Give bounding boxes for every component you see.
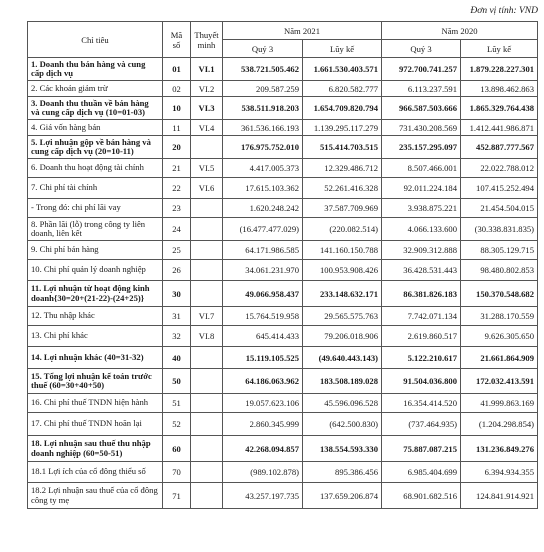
row-indicator: 13. Chi phí khác: [28, 326, 163, 347]
row-code: 10: [163, 97, 191, 120]
row-note: VI.7: [191, 307, 223, 326]
row-code: 24: [163, 218, 191, 241]
header-year-2021: Năm 2021: [223, 22, 382, 40]
row-q3-2020: 91.504.036.800: [382, 369, 461, 394]
row-q3-2020: 8.507.466.001: [382, 159, 461, 178]
row-code: 25: [163, 241, 191, 260]
row-note: [191, 483, 223, 509]
row-cumulative-2021: (642.500.830): [303, 413, 382, 436]
row-cumulative-2020: 21.454.504.015: [461, 199, 538, 218]
header-cumulative-2020: Lũy kế: [461, 40, 538, 58]
row-code: 21: [163, 159, 191, 178]
row-cumulative-2020: 1.879.228.227.301: [461, 58, 538, 81]
row-code: 20: [163, 136, 191, 159]
row-note: [191, 260, 223, 281]
row-note: VI.4: [191, 120, 223, 136]
row-q3-2020: 68.901.682.516: [382, 483, 461, 509]
row-q3-2021: 538.511.918.203: [223, 97, 303, 120]
row-code: 30: [163, 281, 191, 307]
row-indicator: 8. Phần lãi (lỗ) trong công ty liên doanh, liên kết: [28, 218, 163, 241]
table-row: [28, 307, 538, 326]
row-q3-2021: 209.587.259: [223, 81, 303, 97]
row-q3-2020: 2.619.860.517: [382, 326, 461, 347]
row-note: [191, 136, 223, 159]
row-cumulative-2020: 1.865.329.764.438: [461, 97, 538, 120]
row-q3-2020: 6.113.237.591: [382, 81, 461, 97]
unit-label: Đơn vị tính: VND: [470, 6, 538, 16]
row-note: [191, 394, 223, 413]
table-row: [28, 178, 538, 199]
row-cumulative-2021: 6.820.582.777: [303, 81, 382, 97]
row-q3-2020: 75.887.087.215: [382, 436, 461, 462]
row-note: [191, 281, 223, 307]
row-q3-2020: 7.742.071.134: [382, 307, 461, 326]
row-cumulative-2021: 233.148.632.171: [303, 281, 382, 307]
row-code: 70: [163, 462, 191, 483]
row-cumulative-2021: 1.654.709.820.794: [303, 97, 382, 120]
table-row: [28, 58, 538, 81]
row-code: 51: [163, 394, 191, 413]
row-q3-2020: 4.066.133.600: [382, 218, 461, 241]
table-row: [28, 483, 538, 509]
row-cumulative-2021: 138.554.593.330: [303, 436, 382, 462]
row-cumulative-2021: 895.386.456: [303, 462, 382, 483]
row-cumulative-2021: 45.596.096.528: [303, 394, 382, 413]
row-code: 22: [163, 178, 191, 199]
row-indicator: 6. Doanh thu hoạt động tài chính: [28, 159, 163, 178]
row-q3-2021: 538.721.505.462: [223, 58, 303, 81]
row-cumulative-2020: 6.394.934.355: [461, 462, 538, 483]
row-cumulative-2020: 21.661.864.909: [461, 347, 538, 369]
row-indicator: 12. Thu nhập khác: [28, 307, 163, 326]
row-indicator: 14. Lợi nhuận khác (40=31-32): [28, 347, 163, 369]
row-indicator: 15. Tổng lợi nhuận kế toán trước thuế (60=30+40+50): [28, 369, 163, 394]
row-q3-2021: 15.764.519.958: [223, 307, 303, 326]
row-cumulative-2021: 515.414.703.515: [303, 136, 382, 159]
row-indicator: 7. Chi phí tài chính: [28, 178, 163, 199]
table-row: [28, 436, 538, 462]
row-q3-2021: 34.061.231.970: [223, 260, 303, 281]
row-indicator: 18.1 Lợi ích của cổ đông thiểu số: [28, 462, 163, 483]
row-cumulative-2021: 141.160.150.788: [303, 241, 382, 260]
table-row: [28, 241, 538, 260]
row-code: 60: [163, 436, 191, 462]
row-note: [191, 436, 223, 462]
row-indicator: 3. Doanh thu thuần về bán hàng và cung cấp dịch vụ (10=01-03): [28, 97, 163, 120]
table-row: [28, 413, 538, 436]
row-indicator: 2. Các khoản giảm trừ: [28, 81, 163, 97]
row-cumulative-2021: 137.659.206.874: [303, 483, 382, 509]
row-cumulative-2021: 100.953.908.426: [303, 260, 382, 281]
row-cumulative-2021: 1.661.530.403.571: [303, 58, 382, 81]
row-code: 23: [163, 199, 191, 218]
row-q3-2020: 235.157.295.097: [382, 136, 461, 159]
row-q3-2020: 92.011.224.184: [382, 178, 461, 199]
row-q3-2021: 17.615.103.362: [223, 178, 303, 199]
row-q3-2021: 43.257.197.735: [223, 483, 303, 509]
row-q3-2021: 176.975.752.010: [223, 136, 303, 159]
row-q3-2020: 86.381.826.183: [382, 281, 461, 307]
row-cumulative-2020: 13.898.462.863: [461, 81, 538, 97]
header-q3-2020: Quý 3: [382, 40, 461, 58]
row-q3-2020: 972.700.741.257: [382, 58, 461, 81]
table-row: [28, 159, 538, 178]
row-cumulative-2021: 52.261.416.328: [303, 178, 382, 199]
header-indicator: Chỉ tiêu: [28, 22, 163, 58]
row-cumulative-2021: 29.565.575.763: [303, 307, 382, 326]
row-cumulative-2020: 452.887.777.567: [461, 136, 538, 159]
row-q3-2020: (737.464.935): [382, 413, 461, 436]
income-statement-table: [27, 21, 538, 509]
table-row: [28, 326, 538, 347]
row-cumulative-2020: 41.999.863.169: [461, 394, 538, 413]
header-note: Thuyết minh: [191, 22, 223, 58]
table-row: [28, 218, 538, 241]
row-cumulative-2021: 12.329.486.712: [303, 159, 382, 178]
row-note: [191, 413, 223, 436]
row-cumulative-2020: 124.841.914.921: [461, 483, 538, 509]
row-q3-2021: 2.860.345.999: [223, 413, 303, 436]
header-year-2020: Năm 2020: [382, 22, 538, 40]
row-indicator: 17. Chi phí thuế TNDN hoãn lại: [28, 413, 163, 436]
row-note: VI.3: [191, 97, 223, 120]
row-indicator: 1. Doanh thu bán hàng và cung cấp dịch vụ: [28, 58, 163, 81]
row-cumulative-2021: (220.082.514): [303, 218, 382, 241]
row-code: 50: [163, 369, 191, 394]
table-row: [28, 81, 538, 97]
row-cumulative-2020: 150.370.548.682: [461, 281, 538, 307]
row-cumulative-2020: (1.204.298.854): [461, 413, 538, 436]
row-code: 26: [163, 260, 191, 281]
row-cumulative-2020: 98.480.802.853: [461, 260, 538, 281]
row-note: VI.1: [191, 58, 223, 81]
header-q3-2021: Quý 3: [223, 40, 303, 58]
row-cumulative-2020: 22.022.788.012: [461, 159, 538, 178]
row-q3-2020: 731.430.208.569: [382, 120, 461, 136]
row-q3-2020: 32.909.312.888: [382, 241, 461, 260]
row-q3-2021: 15.119.105.525: [223, 347, 303, 369]
table-row: [28, 462, 538, 483]
row-code: 11: [163, 120, 191, 136]
row-q3-2021: 645.414.433: [223, 326, 303, 347]
table-row: [28, 260, 538, 281]
row-indicator: 16. Chi phí thuế TNDN hiện hành: [28, 394, 163, 413]
row-note: [191, 347, 223, 369]
row-q3-2020: 5.122.210.617: [382, 347, 461, 369]
row-q3-2020: 16.354.414.520: [382, 394, 461, 413]
row-q3-2021: 4.417.005.373: [223, 159, 303, 178]
table-row: [28, 199, 538, 218]
header-cumulative-2021: Lũy kế: [303, 40, 382, 58]
row-q3-2020: 6.985.404.699: [382, 462, 461, 483]
row-cumulative-2021: 37.587.709.969: [303, 199, 382, 218]
row-cumulative-2020: 131.236.849.276: [461, 436, 538, 462]
table-row: [28, 281, 538, 307]
row-note: VI.6: [191, 178, 223, 199]
row-q3-2021: 64.171.986.585: [223, 241, 303, 260]
row-indicator: 10. Chi phí quản lý doanh nghiệp: [28, 260, 163, 281]
row-note: [191, 241, 223, 260]
row-q3-2020: 36.428.531.443: [382, 260, 461, 281]
row-cumulative-2020: 1.412.441.986.871: [461, 120, 538, 136]
row-code: 31: [163, 307, 191, 326]
row-indicator: 5. Lợi nhuận gộp về bán hàng và cung cấp dịch vụ (20=10-11): [28, 136, 163, 159]
row-indicator: 11. Lợi nhuận từ hoạt động kinh doanh{30=20+(21-22)-(24+25)}: [28, 281, 163, 307]
row-q3-2021: (989.102.878): [223, 462, 303, 483]
row-q3-2021: 361.536.166.193: [223, 120, 303, 136]
row-indicator: 18. Lợi nhuận sau thuế thu nhập doanh nghiệp (60=50-51): [28, 436, 163, 462]
row-indicator: 9. Chi phí bán hàng: [28, 241, 163, 260]
row-q3-2021: 1.620.248.242: [223, 199, 303, 218]
row-cumulative-2020: 31.288.170.559: [461, 307, 538, 326]
row-note: [191, 199, 223, 218]
table-row: [28, 347, 538, 369]
row-cumulative-2021: 183.508.189.028: [303, 369, 382, 394]
row-indicator: 4. Giá vốn hàng bán: [28, 120, 163, 136]
row-code: 01: [163, 58, 191, 81]
row-cumulative-2021: (49.640.443.143): [303, 347, 382, 369]
header-code: Mã số: [163, 22, 191, 58]
row-cumulative-2020: 9.626.305.650: [461, 326, 538, 347]
row-code: 02: [163, 81, 191, 97]
row-q3-2021: 49.066.958.437: [223, 281, 303, 307]
row-cumulative-2020: (30.338.831.835): [461, 218, 538, 241]
table-row: [28, 394, 538, 413]
row-note: VI.8: [191, 326, 223, 347]
row-note: [191, 369, 223, 394]
row-cumulative-2020: 107.415.252.494: [461, 178, 538, 199]
row-cumulative-2021: 79.206.018.906: [303, 326, 382, 347]
row-q3-2020: 3.938.875.221: [382, 199, 461, 218]
row-note: VI.2: [191, 81, 223, 97]
row-code: 40: [163, 347, 191, 369]
row-q3-2021: 19.057.623.106: [223, 394, 303, 413]
table-row: [28, 136, 538, 159]
row-indicator: - Trong đó: chi phí lãi vay: [28, 199, 163, 218]
row-code: 52: [163, 413, 191, 436]
table-row: [28, 369, 538, 394]
row-cumulative-2020: 88.305.129.715: [461, 241, 538, 260]
row-q3-2021: (16.477.477.029): [223, 218, 303, 241]
table-row: [28, 120, 538, 136]
row-note: VI.5: [191, 159, 223, 178]
row-code: 32: [163, 326, 191, 347]
row-cumulative-2021: 1.139.295.117.279: [303, 120, 382, 136]
row-note: [191, 462, 223, 483]
row-cumulative-2020: 172.032.413.591: [461, 369, 538, 394]
row-q3-2020: 966.587.503.666: [382, 97, 461, 120]
row-q3-2021: 64.186.063.962: [223, 369, 303, 394]
row-note: [191, 218, 223, 241]
table-row: [28, 97, 538, 120]
row-indicator: 18.2 Lợi nhuận sau thuế của cổ đông công ty mẹ: [28, 483, 163, 509]
row-code: 71: [163, 483, 191, 509]
row-q3-2021: 42.268.094.857: [223, 436, 303, 462]
